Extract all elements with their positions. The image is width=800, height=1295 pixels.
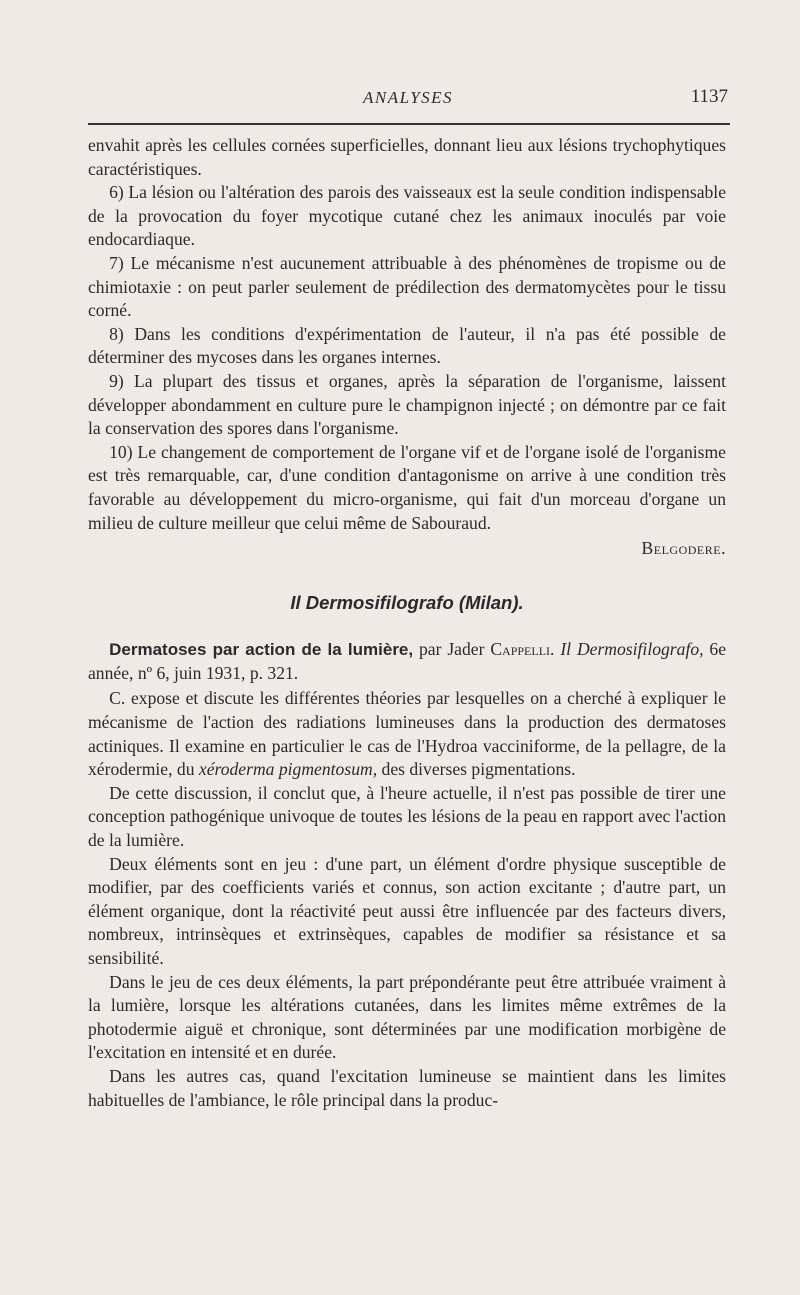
article-paragraph-1-italic: xéroderma pigmentosum, xyxy=(198,759,378,780)
article-paragraph-3: Deux éléments sont en jeu : d'une part, un élément d'ordre physique susceptible de modifier, par des coefficients variés et connus, son action excitante ; d'autre part, un élément organique, dont la réactivité peut aussi être influencée par des facteurs divers, nombreux, intrinsèques et extrinsèques, capables de modifier sa résistance et sa sensibilité. xyxy=(88,853,726,968)
paragraph-point-7: 7) Le mécanisme n'est aucunement attribuable à des phénomènes de tropisme ou de chimiotaxie : on peut parler seulement de prédilection des dermatomycètes pour le tissu corné. xyxy=(88,252,726,321)
reviewer-signature: Belgodere. xyxy=(641,538,726,559)
paragraph-point-10: 10) Le changement de comportement de l'organe vif et de l'organe isolé de l'organisme est très remarquable, car, d'une condition d'antagonisme on arrive à une condition très favorable au développement du micro-organisme, qui fait d'un morceau d'organe un milieu de culture meilleur que celui même de Sabouraud. xyxy=(88,441,726,533)
article-citation: 6e année, nº 6, juin 1931, p. 321. xyxy=(88,639,727,683)
article-paragraph-1-a: C. expose et discute les différentes théories par lesquelles on a cherché à expliquer le mécanisme de l'action des radiations lumineuses dans la production des dermatoses actiniques. Il examine en particulier le cas de l'Hydroa vacciniforme, de la pellagre, de la xérodermie, du xyxy=(88,688,726,780)
article-journal: Il Dermosifilografo, xyxy=(560,639,704,660)
header-rule xyxy=(88,123,730,125)
paragraph-point-6: 6) La lésion ou l'altération des parois des vaisseaux est la seule condition indispensable de la provocation du foyer mycotique cutané chez les animaux inoculés par voie endocardiaque. xyxy=(88,182,726,250)
article-author: Cappelli. xyxy=(490,639,555,660)
article-by: par Jader xyxy=(418,639,485,660)
article-entry-head xyxy=(88,638,726,685)
running-head xyxy=(88,86,728,116)
article-paragraph-1-b: des diverses pigmentations. xyxy=(381,759,576,780)
article-title: Dermatoses par action de la lumière, xyxy=(109,640,414,660)
journal-section-title: Il Dermosifilografo (Milan). xyxy=(290,591,524,613)
article-paragraph-1 xyxy=(88,687,726,781)
paragraph-point-8: 8) Dans les conditions d'expérimentation de l'auteur, il n'a pas été possible de déterminer des mycoses dans les organes internes. xyxy=(88,323,726,368)
article-paragraph-5: Dans les autres cas, quand l'excitation lumineuse se maintient dans les limites habituelles de l'ambiance, le rôle principal dans la produc- xyxy=(88,1065,726,1110)
paragraph-point-9: 9) La plupart des tissus et organes, après la séparation de l'organisme, laissent développer abondamment en culture pure le champignon injecté ; on démontre par ce fait la conservation des spores dans l'organisme. xyxy=(88,370,726,439)
body-text xyxy=(88,134,726,1112)
page-number: 1137 xyxy=(690,86,728,107)
paragraph-continued: envahit après les cellules cornées superficielles, donnant lieu aux lésions trychophytiques caractéristiques. xyxy=(88,135,726,179)
running-title: ANALYSES xyxy=(362,88,454,107)
article-paragraph-4: Dans le jeu de ces deux éléments, la part prépondérante peut être attribuée vraiment à la lumière, lorsque les altérations cutanées, dans les limites même extrêmes de la photodermie aiguë et chronique, sont déterminées par une modification morbigène de l'excitation en intensité et en durée. xyxy=(88,971,726,1063)
article-paragraph-2: De cette discussion, il conclut que, à l'heure actuelle, il n'est pas possible de tirer une conception pathogénique univoque de toutes les lésions de la peau en rapport avec l'action de la lumière. xyxy=(88,782,726,851)
